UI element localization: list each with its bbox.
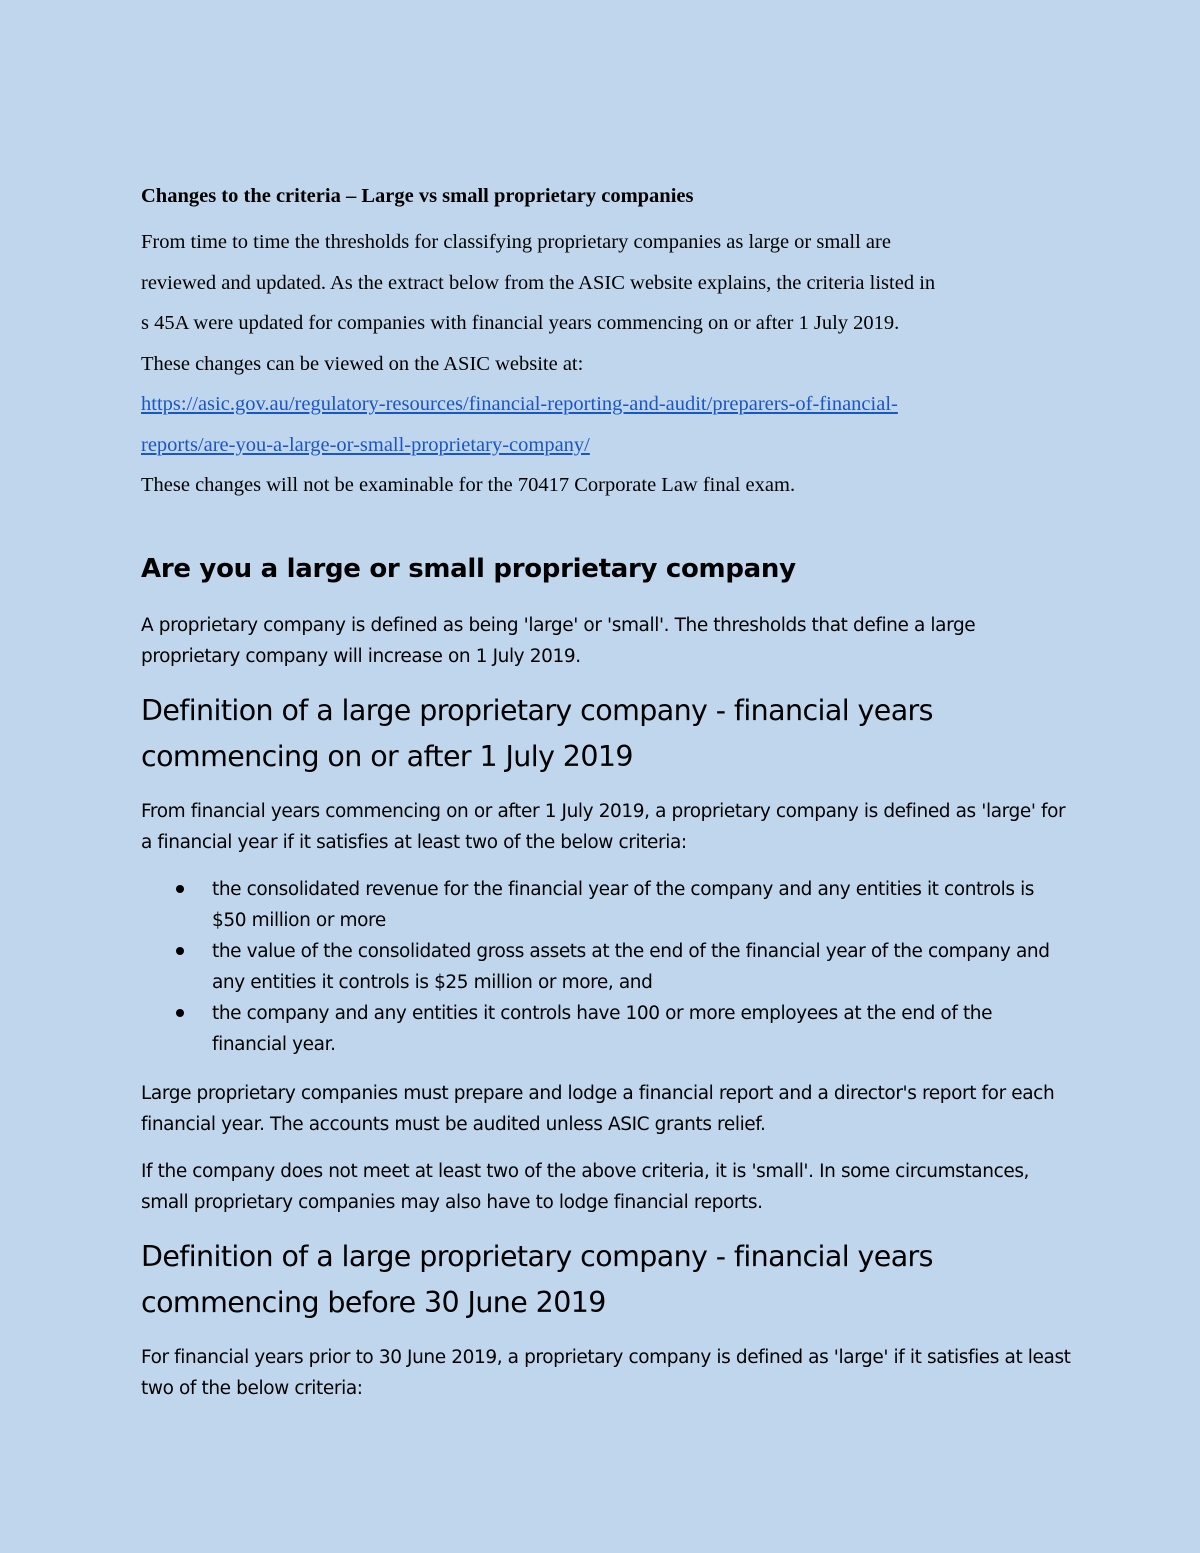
asic-link-part-1[interactable]: https://asic.gov.au/regulatory-resources/financial-reporting-and-audit/preparers-of-financial-	[141, 393, 898, 415]
criteria-item	[141, 936, 1071, 998]
intro-line-2: reviewed and updated. As the extract below from the ASIC website explains, the criteria listed in	[141, 271, 936, 294]
intro-section	[141, 182, 1076, 506]
intro-line-1: From time to time the thresholds for classifying proprietary companies as large or small are	[141, 231, 891, 253]
section-1-heading: Definition of a large proprietary company - financial years commencing on or after 1 July 2019	[141, 694, 933, 773]
section-1-para-2: Large proprietary companies must prepare and lodge a financial report and a director's report for each financial year. The accounts must be audited unless ASIC grants relief.	[141, 1083, 1055, 1135]
bullet-icon	[176, 1009, 184, 1017]
extract-heading: Are you a large or small proprietary company	[141, 554, 796, 584]
intro-title: Changes to the criteria – Large vs small proprietary companies	[141, 185, 694, 207]
bullet-icon	[176, 885, 184, 893]
bullet-icon	[176, 947, 184, 955]
criteria-list	[141, 874, 1071, 1060]
criteria-item	[141, 874, 1071, 936]
criteria-text: the value of the consolidated gross assets at the end of the financial year of the company and any entities it controls is $25 million or more, and	[212, 941, 1050, 993]
section-2-intro: For financial years prior to 30 June 2019, a proprietary company is defined as 'large' if it satisfies at least two of the below criteria:	[141, 1347, 1071, 1399]
exam-note: These changes will not be examinable for the 70417 Corporate Law final exam.	[141, 474, 796, 496]
section-1-para-3: If the company does not meet at least two of the above criteria, it is 'small'. In some circumstances, small proprietary companies may also have to lodge financial reports.	[141, 1161, 1030, 1213]
extract-para-1: A proprietary company is defined as being 'large' or 'small'. The thresholds that define a large proprietary company will increase on 1 July 2019.	[141, 615, 976, 667]
criteria-item	[141, 998, 1071, 1060]
intro-line-4: These changes can be viewed on the ASIC website at:	[141, 352, 584, 375]
criteria-text: the consolidated revenue for the financial year of the company and any entities it controls is $50 million or more	[212, 879, 1035, 931]
section-2-heading: Definition of a large proprietary company - financial years commencing before 30 June 2019	[141, 1240, 933, 1319]
criteria-text: the company and any entities it controls have 100 or more employees at the end of the financial year.	[212, 1003, 993, 1055]
intro-line-3: s 45A were updated for companies with financial years commencing on or after 1 July 2019.	[141, 312, 900, 334]
section-1-intro: From financial years commencing on or after 1 July 2019, a proprietary company is defined as 'large' for a financial year if it satisfies at least two of the below criteria:	[141, 801, 1066, 853]
asic-link-part-2[interactable]: reports/are-you-a-large-or-small-proprietary-company/	[141, 433, 590, 456]
